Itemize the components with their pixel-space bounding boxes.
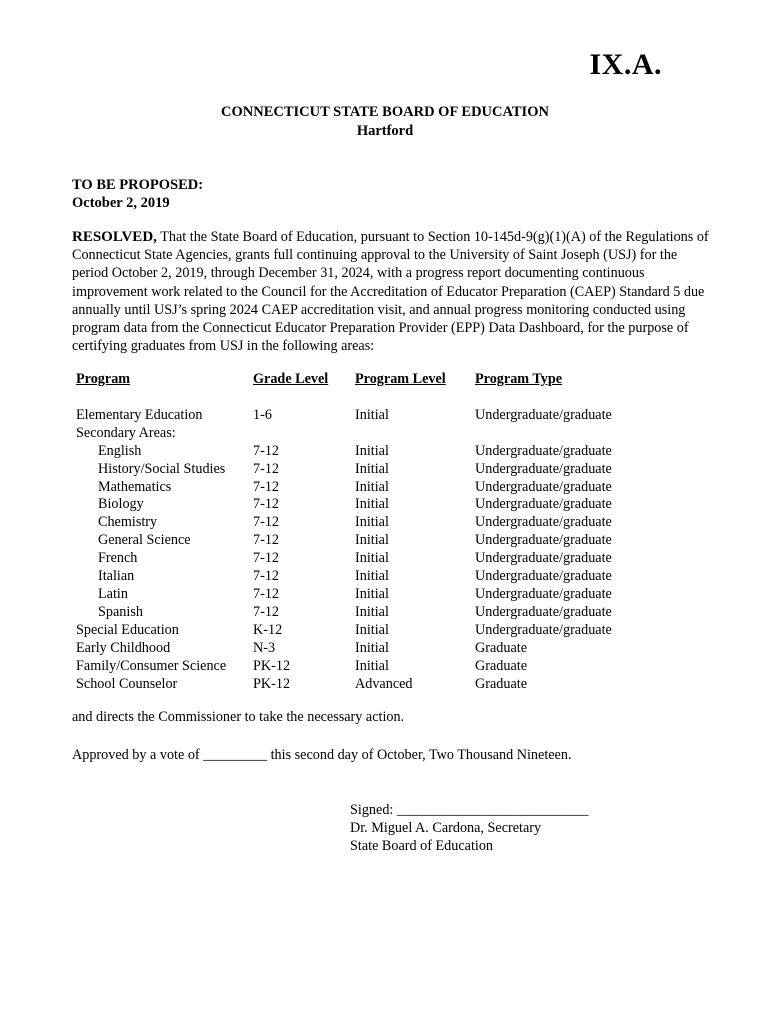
level-cell: Initial xyxy=(355,460,389,477)
program-cell: Family/Consumer Science xyxy=(76,657,227,674)
signature-block xyxy=(350,801,588,855)
grade-cell: 7-12 xyxy=(253,442,280,459)
type-cell: Undergraduate/graduate xyxy=(475,621,612,638)
type-cell: Undergraduate/graduate xyxy=(475,442,612,459)
table-row xyxy=(76,604,645,622)
level-cell: Initial xyxy=(355,532,389,549)
grade-cell: 7-12 xyxy=(253,568,280,585)
grade-cell: PK-12 xyxy=(253,657,291,674)
grade-cell: 7-12 xyxy=(253,585,280,602)
program-cell: Italian xyxy=(98,568,135,585)
type-cell: Undergraduate/graduate xyxy=(475,460,612,477)
grade-cell xyxy=(253,425,355,443)
grade-cell: 7-12 xyxy=(253,478,280,495)
grade-cell: 7-12 xyxy=(253,496,280,513)
table-row xyxy=(76,425,645,443)
table-row xyxy=(76,658,645,676)
agenda-item-number: IX.A. xyxy=(589,48,662,81)
grade-cell: 7-12 xyxy=(253,603,280,620)
proposed-date: October 2, 2019 xyxy=(72,195,170,211)
table-row xyxy=(76,586,645,604)
table-row xyxy=(76,443,645,461)
level-cell: Initial xyxy=(355,496,389,513)
level-cell: Initial xyxy=(355,657,389,674)
type-cell xyxy=(475,425,645,443)
level-cell: Initial xyxy=(355,514,389,531)
table-header-row xyxy=(76,371,645,407)
header-grade-level: Grade Level xyxy=(253,371,329,387)
program-cell: Biology xyxy=(98,496,144,513)
resolution-paragraph xyxy=(72,228,712,355)
resolution-text: That the State Board of Education, pursuant to Section 10-145d-9(g)(1)(A) of the Regulations of Connecticut State Agencies, grants full continuing approval to the University of Saint Joseph (USJ) for the period October 2, 2019, through December 31, 2024, with a progress report documenting continuous improvement work related to the Council for the Accreditation of Educator Preparation (CAEP) Standard 5 due annually until USJ’s spring 2024 CAEP accreditation visit, and annual progress monitoring conducted using program data from the Connecticut Educator Preparation Provider (EPP) Data Dashboard, for the purpose of certifying graduates from USJ in the following areas: xyxy=(72,229,709,355)
program-cell: Mathematics xyxy=(98,478,172,495)
board-location: Hartford xyxy=(356,123,414,139)
grade-cell: PK-12 xyxy=(253,675,291,692)
level-cell: Initial xyxy=(355,639,389,656)
signed-line: Signed: ___________________________ xyxy=(350,802,589,818)
level-cell: Initial xyxy=(355,478,389,495)
table-row xyxy=(76,461,645,479)
table-row xyxy=(76,622,645,640)
grade-cell: 1-6 xyxy=(253,406,272,423)
type-cell: Graduate xyxy=(475,675,527,692)
table-row xyxy=(76,640,645,658)
grade-cell: 7-12 xyxy=(253,460,280,477)
level-cell: Initial xyxy=(355,442,389,459)
program-cell: Spanish xyxy=(98,603,143,620)
program-cell: General Science xyxy=(98,532,191,549)
program-cell: Early Childhood xyxy=(76,639,171,656)
type-cell: Undergraduate/graduate xyxy=(475,532,612,549)
table-row xyxy=(76,479,645,497)
grade-cell: K-12 xyxy=(253,621,283,638)
level-cell: Initial xyxy=(355,621,389,638)
approval-statement: Approved by a vote of _________ this second day of October, Two Thousand Nineteen. xyxy=(72,747,572,763)
program-cell: English xyxy=(98,442,142,459)
type-cell: Undergraduate/graduate xyxy=(475,568,612,585)
directs-statement: and directs the Commissioner to take the necessary action. xyxy=(72,709,405,725)
grade-cell: 7-12 xyxy=(253,550,280,567)
level-cell: Initial xyxy=(355,550,389,567)
grade-cell: 7-12 xyxy=(253,532,280,549)
header-program-type: Program Type xyxy=(475,371,563,387)
table-row xyxy=(76,550,645,568)
header-program: Program xyxy=(76,371,131,387)
type-cell: Undergraduate/graduate xyxy=(475,406,612,423)
level-cell: Initial xyxy=(355,603,389,620)
type-cell: Undergraduate/graduate xyxy=(475,496,612,513)
header-program-level: Program Level xyxy=(355,371,446,387)
table-row xyxy=(76,496,645,514)
board-title: CONNECTICUT STATE BOARD OF EDUCATION xyxy=(221,104,549,120)
type-cell: Graduate xyxy=(475,657,527,674)
program-cell: French xyxy=(98,550,138,567)
secretary-name: Dr. Miguel A. Cardona, Secretary xyxy=(350,820,542,836)
secretary-org: State Board of Education xyxy=(350,838,494,854)
table-row xyxy=(76,676,645,694)
level-cell: Initial xyxy=(355,568,389,585)
program-cell: Latin xyxy=(98,585,128,602)
level-cell: Initial xyxy=(355,406,389,423)
programs-table xyxy=(76,371,645,693)
resolution-lead: RESOLVED, xyxy=(72,229,157,245)
type-cell: Undergraduate/graduate xyxy=(475,514,612,531)
program-cell: History/Social Studies xyxy=(98,460,226,477)
type-cell: Undergraduate/graduate xyxy=(475,478,612,495)
type-cell: Undergraduate/graduate xyxy=(475,603,612,620)
program-cell: Secondary Areas: xyxy=(76,424,176,441)
program-cell: Special Education xyxy=(76,621,179,638)
table-row xyxy=(76,532,645,550)
level-cell: Advanced xyxy=(355,675,413,692)
table-row xyxy=(76,568,645,586)
grade-cell: 7-12 xyxy=(253,514,280,531)
level-cell xyxy=(355,425,475,443)
type-cell: Undergraduate/graduate xyxy=(475,550,612,567)
table-row xyxy=(76,514,645,532)
grade-cell: N-3 xyxy=(253,639,276,656)
proposed-block xyxy=(72,176,203,212)
proposed-label: TO BE PROPOSED: xyxy=(72,177,204,193)
type-cell: Graduate xyxy=(475,639,527,656)
table-row xyxy=(76,407,645,425)
program-cell: Chemistry xyxy=(98,514,158,531)
type-cell: Undergraduate/graduate xyxy=(475,585,612,602)
program-cell: School Counselor xyxy=(76,675,178,692)
level-cell: Initial xyxy=(355,585,389,602)
program-cell: Elementary Education xyxy=(76,406,203,423)
